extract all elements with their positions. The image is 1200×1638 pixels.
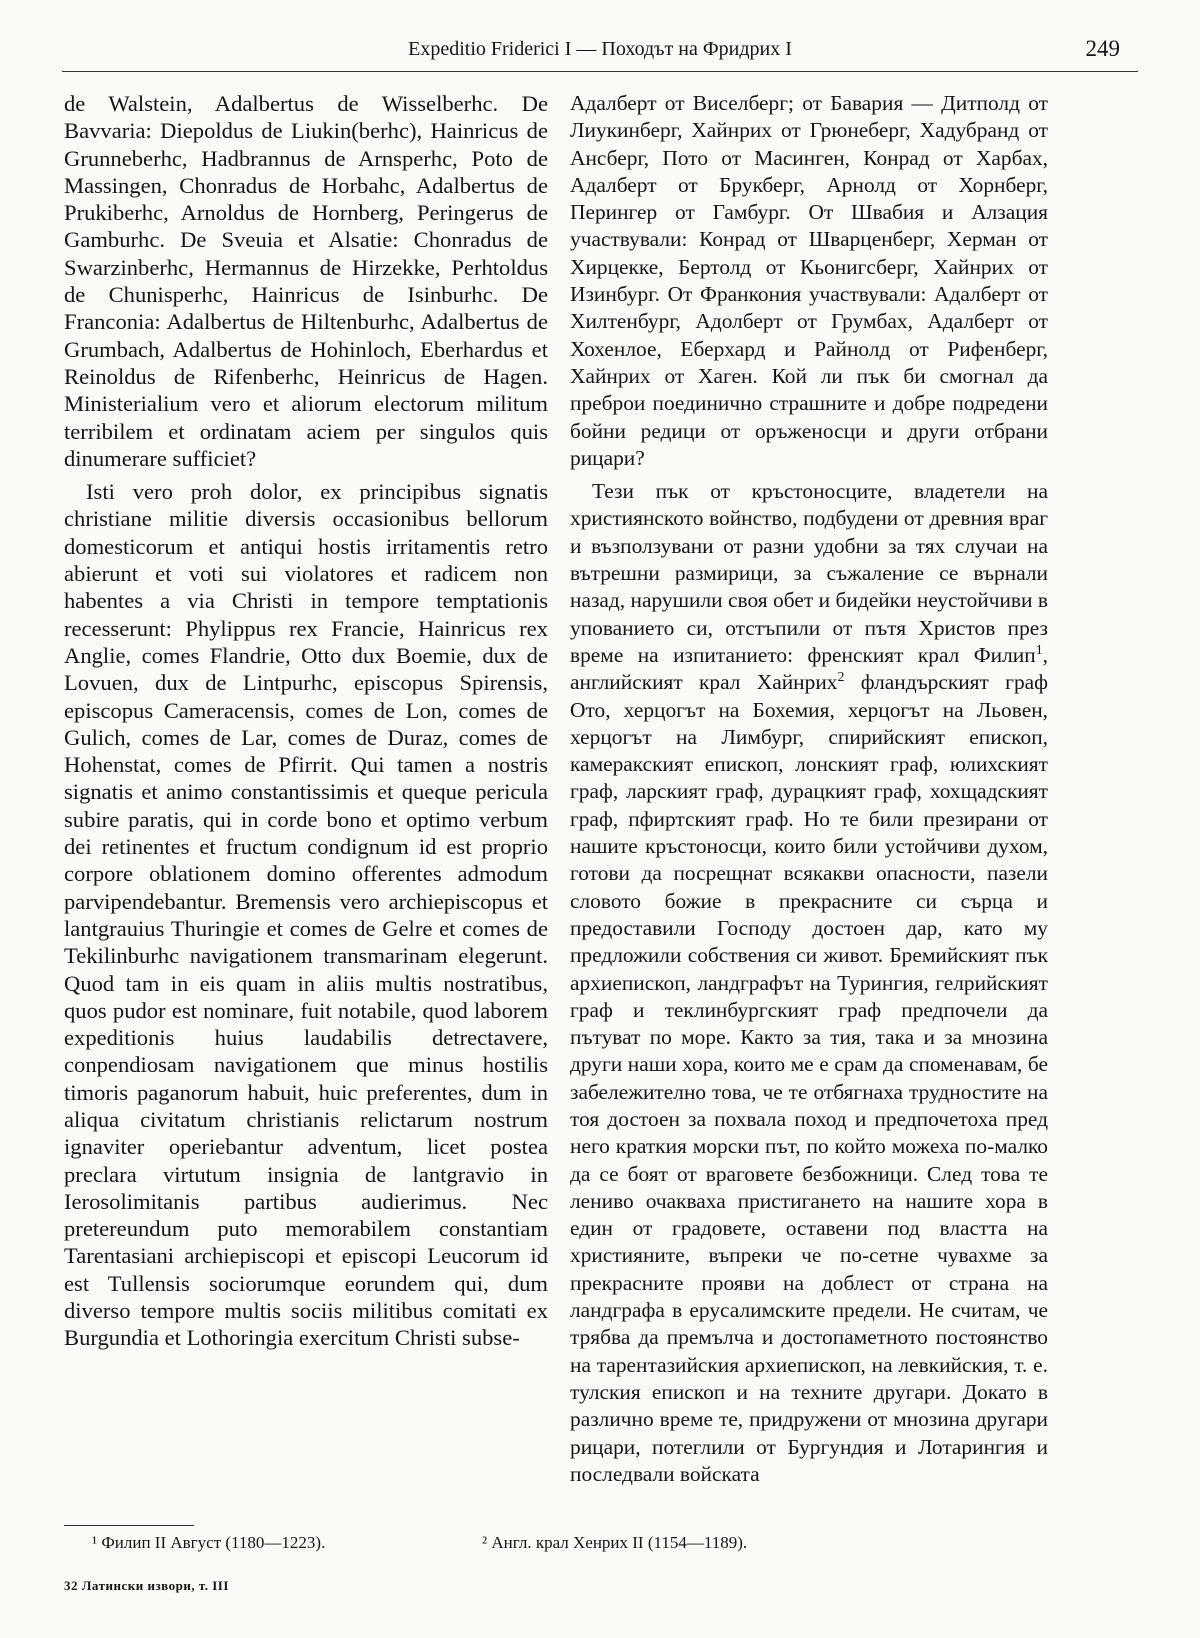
latin-paragraph-2: Isti vero proh dolor, ex principibus signatis christiane militie diversis occasionibus bellorum domesticorum et antiqui hostis irritamentis retro abierunt et voti sui violatores et radicem non habentes a via Christi in tempore temptationis recesserunt: Phylippus rex Francie, Hainricus rex Anglie, comes Flandrie, Otto dux Boemie, dux de Lovuen, dux de Lintpurhc, episcopus Spirensis, episcopus Cameracensis, comes de Lon, comes de Gulich, comes de Lar, comes de Duraz, comes de Hohenstat, comes de Pfirrit. Qui tamen a nostris signatis et animo constantissimis et queque pericula subire paratis, qui in corde bono et optimo verbum dei retinentes et fructum condignum id est proprio corpore oblationem domino offerentes admodum parvipendebantur. Bremensis vero archiepiscopus et lantgrauius Thuringie et comes de Gelre et comes de Tekilinburhc navigationem transmarinam elegerunt. Quod tam in eis quam in aliis multis nostratibus, quos pudor est nominare, fuit notabile, quod laborem expeditionis huius laudabilis detrectavere, conpendiosam navigationem que minus hostilis timoris paganorum habuit, huic preferentes, dum in aliqua civitatum christianis relictarum nostrum ignaviter operiebantur adventum, licet postea preclara virtutum insignia de lantgravio in Ierosolimitanis partibus audierimus. Nec pretereundum puto memorabilem constantiam Tarentasiani archiepiscopi et episcopi Leucorum id est Tullensis sociorumque eorundem qui, dum diverso tempore multis sociis militibus comitati ex Burgundia et Lothoringia exercitum Christi subse- [64, 479, 548, 1351]
page-number: 249 [1085, 36, 1120, 61]
latin-paragraph-1: de Walstein, Adalbertus de Wisselberhc. De Bavvaria: Diepoldus de Liukin(berhc), Hainricus de Grunneberhc, Hadbrannus de Arnsperhc, Poto de Massingen, Chonradus de Horbahc, Adalbertus de Prukiberhc, Arnoldus de Hornberg, Peringerus de Gamburhc. De Sveuia et Alsatie: Chonradus de Swarzinberhc, Hermannus de Hirzekke, Perhtoldus de Chunisperhc, Hainricus de Isinburhc. De Franconia: Adalbertus de Hiltenburhc, Adalbertus de Grumbach, Adalbertus de Hohinloch, Eberhardus et Reinoldus de Rifenberhc, Heinricus de Hagen. Ministerialium vero et aliorum electorum militum terribilem et ordinatam aciem per singulos quis dinumerare sufficiet? [64, 91, 548, 471]
printer-signature: 32 Латински извори, т. III [64, 1578, 229, 1593]
footnotes [92, 1533, 748, 1553]
latin-column [64, 90, 548, 1352]
bulgarian-paragraph-2-part-b: , английският крал Хайнрих [570, 642, 1048, 695]
footnote-2: ² Англ. крал Хенрих II (1154—1189). [482, 1533, 748, 1552]
bulgarian-paragraph-1: Адалберт от Виселберг; от Бавария — Дитполд от Лиукинберг, Хайнрих от Грюнеберг, Хадубранд от Ансберг, Пото от Масинген, Конрад от Харбах, Адалберт от Брукберг, Арнолд от Хорнберг, Перингер от Гамбург. От Швабия и Алзация участвували: Конрад от Шварценберг, Херман от Хирцекке, Бертолд от Кьонигсберг, Хайнрих от Изинбург. От Франкония участвували: Адалберт от Хилтенбург, Адолберт от Грумбах, Адалберт от Хохенлое, Еберхард и Райнолд от Рифенберг, Хайнрих от Хаген. Кой ли пък би смогнал да преброи поединично страшните и добре подредени бойни редици от оръженосци и други отбрани рицари? [570, 91, 1048, 470]
bulgarian-column [570, 90, 1048, 1488]
footnote-marker-2: 2 [837, 670, 845, 686]
bulgarian-paragraph-2-part-c: фландърският граф Ото, херцогът на Бохемия, херцогът на Льовен, херцогът на Лимбург, спирийският епископ, камеракският епископ, лонският граф, юлихският граф, ларският граф, дурацкият граф, хохщадският граф, пфиртският граф. Но те били презирани от нашите кръстоносци, които били устойчиви духом, готови да посрещнат всякакви опасности, пазели словото божие в прекрасните си сърца и предоставили Господу достоен дар, като му предложили собствения си живот. Бремийският пък архиепископ, ландграфът на Турингия, гелрийският граф и теклинбургският граф предпочели да пътуват по море. Както за тия, така и за мнозина други наши хора, които ме е срам да споменавам, бе забележително това, че те отбягнаха трудностите на тоя достоен за похвала поход и предпочетоха пред него краткия морски път, по който можеха по-малко да се боят от враговете безбожници. След това те лениво очакваха пристигането на нашите хора в един от градовете, оставени под властта на християните, въпреки че по-сетне чувахме за прекрасните прояви на доблест от страна на ландграфа в ерусалимските предели. Не считам, че трябва да премълча и достопаметното постоянство на тарентазийския архиепископ, на левкийския, т. е. тулския епископ и на техните другари. Докато в различно време те, придружени от мнозина другари рицари, потеглили от Бургундия и Лотарингия и последвали войската [570, 670, 1048, 1486]
header-rule [62, 71, 1138, 72]
bulgarian-paragraph-2 [570, 478, 1048, 1488]
running-header [62, 38, 1138, 68]
running-title: Expeditio Friderici I — Походът на Фридрих I [408, 38, 792, 60]
bulgarian-paragraph-2-part-a: Тези пък от кръстоносците, владетели на християнското войнство, подбудени от древния враг и възползувани от разни удобни за тях случаи на вътрешни размирици, за съжаление се върнали назад, нарушили своя обет и бидейки неустойчиви в упованието си, отстъпили от пътя Христов през време на изпитанието: френският крал Филип [570, 479, 1048, 667]
footnote-marker-1: 1 [1035, 642, 1043, 658]
footnote-rule [64, 1525, 194, 1526]
footnote-1: ¹ Филип II Август (1180—1223). [92, 1533, 326, 1552]
